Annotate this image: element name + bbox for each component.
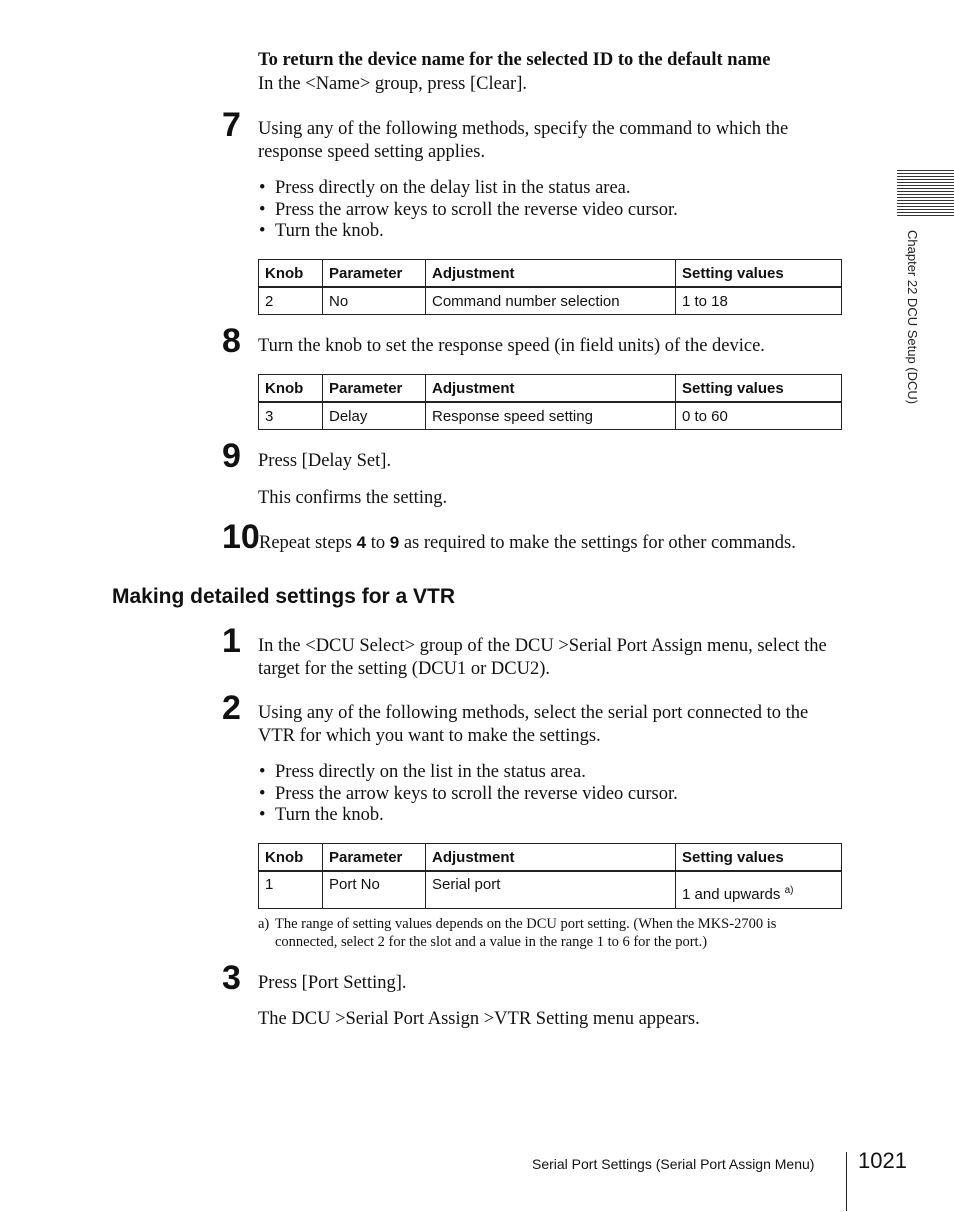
col-header-setting-values: Setting values	[676, 375, 842, 403]
list-item: • Press directly on the list in the status area.	[258, 762, 843, 784]
step-8-text: Turn the knob to set the response speed (in field units) of the device.	[258, 336, 765, 356]
col-header-parameter: Parameter	[323, 375, 426, 403]
step-ref-4: 4	[356, 533, 367, 552]
chapter-thumb-tab	[897, 170, 954, 218]
step-10-text-mid: to	[366, 533, 390, 553]
table-cell: 0 to 60	[676, 402, 842, 430]
chapter-side-label: Chapter 22 DCU Setup (DCU)	[905, 230, 920, 405]
step-number-7: 7	[222, 106, 241, 144]
table-cell: Response speed setting	[426, 402, 676, 430]
list-item: • Turn the knob.	[258, 805, 843, 827]
list-item: • Press the arrow keys to scroll the reverse video cursor.	[258, 200, 843, 222]
step-number-9: 9	[222, 437, 241, 475]
step-number-2: 2	[222, 689, 241, 727]
step-3-text: Press [Port Setting].	[258, 973, 407, 993]
step-2-text: Using any of the following methods, select the serial port connected to the VTR for which you want to make the settings.	[258, 703, 809, 746]
footnote-marker: a)	[258, 916, 270, 932]
table-cell: Serial port	[426, 871, 676, 909]
table-cell: 2	[259, 287, 323, 315]
col-header-adjustment: Adjustment	[426, 844, 676, 872]
table-header-row	[259, 844, 842, 872]
list-item: • Turn the knob.	[258, 221, 843, 243]
table-cell: 1 to 18	[676, 287, 842, 315]
table-cell: Command number selection	[426, 287, 676, 315]
step-number-10: 10	[222, 518, 260, 556]
table-cell: Delay	[323, 402, 426, 430]
step-10-text-start: Repeat steps	[259, 533, 357, 553]
col-header-adjustment: Adjustment	[426, 260, 676, 288]
parameter-table-port	[258, 843, 842, 909]
table-cell: Port No	[323, 871, 426, 909]
footer-section-title: Serial Port Settings (Serial Port Assign Menu)	[532, 1156, 815, 1172]
step-1-text: In the <DCU Select> group of the DCU >Serial Port Assign menu, select the target for the setting (DCU1 or DCU2).	[258, 636, 827, 679]
col-header-knob: Knob	[259, 844, 323, 872]
col-header-adjustment: Adjustment	[426, 375, 676, 403]
col-header-setting-values: Setting values	[676, 260, 842, 288]
table-header-row	[259, 260, 842, 288]
table-cell	[676, 871, 842, 909]
col-header-parameter: Parameter	[323, 844, 426, 872]
list-item: • Press the arrow keys to scroll the reverse video cursor.	[258, 784, 843, 806]
footnote-text: The range of setting values depends on the DCU port setting. (When the MKS-2700 is connected, select 2 for the slot and a value in the range 1 to 6 for the port.)	[275, 916, 777, 950]
footer-divider	[846, 1152, 847, 1211]
step-number-8: 8	[222, 322, 241, 360]
list-item: • Press directly on the delay list in the status area.	[258, 178, 843, 200]
table-row	[259, 287, 842, 315]
col-header-knob: Knob	[259, 260, 323, 288]
step-3-note: The DCU >Serial Port Assign >VTR Setting menu appears.	[258, 1009, 700, 1029]
step-7-text: Using any of the following methods, specify the command to which the response speed setting applies.	[258, 119, 789, 162]
step-9-text: Press [Delay Set].	[258, 451, 392, 471]
table-header-row	[259, 375, 842, 403]
table-cell: 1	[259, 871, 323, 909]
parameter-table-command	[258, 259, 842, 315]
step-9-note: This confirms the setting.	[258, 488, 448, 508]
table-row	[259, 402, 842, 430]
section-heading: Making detailed settings for a VTR	[112, 585, 456, 608]
step-10-text-end: as required to make the settings for other commands.	[399, 533, 796, 553]
table-row	[259, 871, 842, 909]
step-number-1: 1	[222, 622, 241, 660]
step-10-text	[259, 531, 859, 555]
table-cell: No	[323, 287, 426, 315]
footnote-ref: a)	[784, 885, 794, 896]
intro-text: In the <Name> group, press [Clear].	[258, 74, 527, 94]
parameter-table-delay	[258, 374, 842, 430]
setting-value: 1 and upwards	[682, 886, 781, 903]
step-ref-9: 9	[389, 533, 400, 552]
table-cell: 3	[259, 402, 323, 430]
col-header-setting-values: Setting values	[676, 844, 842, 872]
step-7-bullet-list	[258, 178, 843, 243]
step-2-bullet-list	[258, 762, 843, 827]
sub-heading: To return the device name for the selected ID to the default name	[258, 50, 771, 70]
step-number-3: 3	[222, 959, 241, 997]
page-number: 1021	[858, 1148, 907, 1173]
col-header-parameter: Parameter	[323, 260, 426, 288]
col-header-knob: Knob	[259, 375, 323, 403]
